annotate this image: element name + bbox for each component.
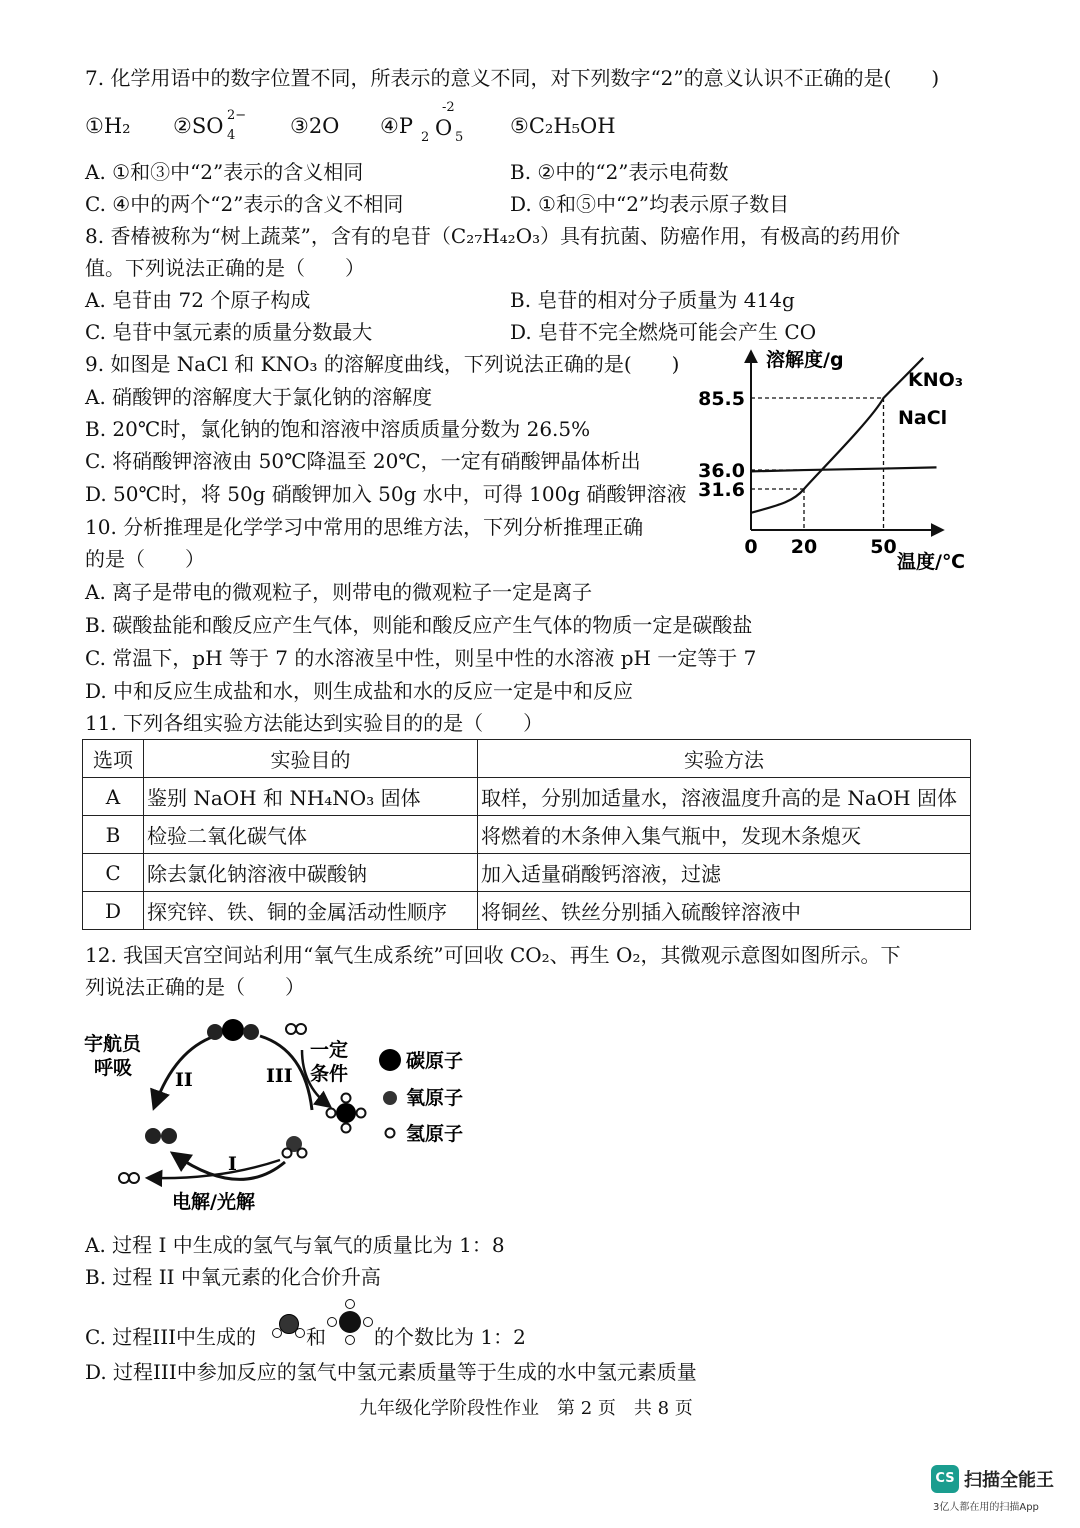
q12-stem-line1: 12. 我国天宫空间站利用“氧气生成系统”可回收 CO₂、再生 O₂，其微观示意图如图所示。下 [85, 943, 901, 967]
q9-option-b: B. 20℃时，氯化钠的饱和溶液中溶质质量分数为 26.5% [85, 417, 591, 441]
row-label: D [83, 892, 144, 930]
h2-molecule-bottom [119, 1173, 129, 1183]
q7-option-c: C. ④中的两个“2”表示的含义不相同 [85, 192, 404, 216]
scanner-logo: CS [931, 1465, 959, 1493]
label-condition-2: 条件 [310, 1063, 349, 1085]
q8-option-d: D. 皂苷不完全燃烧可能会产生 CO [510, 320, 817, 344]
scanner-tagline: 3亿人都在用的扫描App [933, 1502, 1039, 1513]
label-process-1: I [228, 1153, 237, 1175]
row-label: B [83, 816, 144, 854]
table-header-row [83, 740, 971, 778]
label-condition-1: 一定 [310, 1039, 349, 1061]
methane-icon [339, 1311, 361, 1333]
header-purpose: 实验目的 [144, 740, 478, 778]
table-row [83, 854, 971, 892]
q7-item-1: ①H₂ [85, 114, 131, 138]
row-label: A [83, 778, 144, 816]
q10-option-d: D. 中和反应生成盐和水，则生成盐和水的反应一定是中和反应 [85, 679, 634, 703]
q10-stem-line2: 的是（ ） [85, 547, 205, 571]
q9-stem: 9. 如图是 NaCl 和 KNO₃ 的溶解度曲线，下列说法正确的是( ) [85, 352, 680, 376]
scanner-app-name: 扫描全能王 [964, 1470, 1054, 1491]
q7-stem: 7. 化学用语中的数字位置不同，所表示的意义不同，对下列数字“2”的意义认识不正确的是( ) [85, 66, 940, 90]
series-line-nacl [751, 467, 937, 471]
q7-item-5: ⑤C₂H₅OH [510, 114, 616, 138]
row-method: 将燃着的木条伸入集气瓶中，发现木条熄灭 [478, 816, 971, 854]
q11-stem: 11. 下列各组实验方法能达到实验目的的是（ ） [85, 711, 544, 735]
q12-option-d: D. 过程III中参加反应的氢气中氢元素质量等于生成的水中氢元素质量 [85, 1360, 697, 1384]
q7-option-a: A. ①和③中“2”表示的含义相同 [85, 160, 364, 184]
y-tick-85.5: 85.5 [698, 388, 745, 410]
q7-p2o5-valence: -2 [442, 100, 455, 115]
label-process-2: II [175, 1069, 193, 1091]
q8-option-a: A. 皂苷由 72 个原子构成 [85, 288, 311, 312]
row-method: 加入适量硝酸钙溶液，过滤 [478, 854, 971, 892]
q7-items [85, 102, 645, 152]
x-axis-label: 温度/℃ [897, 551, 965, 573]
q12-option-c-part2: 和 [306, 1325, 326, 1349]
q7-so4-sub: 4 [227, 128, 236, 143]
o2-molecule-left [145, 1128, 161, 1144]
q9-option-c: C. 将硝酸钾溶液由 50℃降温至 20℃，一定有硝酸钾晶体析出 [85, 449, 641, 473]
q7-option-b: B. ②中的“2”表示电荷数 [510, 160, 729, 184]
legend-carbon-icon [379, 1049, 401, 1071]
q9-option-d: D. 50℃时，将 50g 硝酸钾加入 50g 水中，可得 100g 硝酸钾溶液 [85, 482, 687, 506]
page-footer: 九年级化学阶段性作业 第 2 页 共 8 页 [359, 1398, 693, 1419]
table-row [83, 892, 971, 930]
x-tick-20: 20 [790, 536, 818, 558]
row-purpose: 检验二氧化碳气体 [144, 816, 478, 854]
x-tick-50: 50 [870, 536, 897, 558]
q12-option-c-part1: C. 过程III中生成的 [85, 1325, 257, 1349]
q8-option-c: C. 皂苷中氢元素的质量分数最大 [85, 320, 373, 344]
q12-option-a: A. 过程 I 中生成的氢气与氧气的质量比为 1：8 [85, 1233, 505, 1257]
row-purpose: 鉴别 NaOH 和 NH₄NO₃ 固体 [144, 778, 478, 816]
q10-stem-line1: 10. 分析推理是化学学习中常用的思维方法，下列分析推理正确 [85, 515, 644, 539]
row-purpose: 探究锌、铁、铜的金属活动性顺序 [144, 892, 478, 930]
q7-so4-charge: 2− [227, 108, 247, 123]
q8-stem-line2: 值。下列说法正确的是（ ） [85, 256, 365, 280]
legend-hydrogen-icon [386, 1129, 395, 1138]
legend-oxygen-icon [383, 1091, 397, 1105]
label-process-3: III [266, 1065, 293, 1087]
series-label-nacl: NaCl [898, 407, 948, 429]
methane-molecule [336, 1103, 356, 1123]
series-line-kno3 [751, 358, 923, 513]
q10-option-c: C. 常温下，pH 等于 7 的水溶液呈中性，则呈中性的水溶液 pH 一定等于 7 [85, 646, 757, 670]
row-purpose: 除去氯化钠溶液中碳酸钠 [144, 854, 478, 892]
q7-p2o5-sub2: 2 [421, 130, 430, 145]
y-axis-label: 溶解度/g [766, 349, 844, 371]
row-method: 将铜丝、铁丝分别插入硫酸锌溶液中 [478, 892, 971, 930]
q7-item-2: ②SO [173, 114, 224, 138]
q9-option-a: A. 硝酸钾的溶解度大于氯化钠的溶解度 [85, 385, 433, 409]
q7-option-d: D. ①和⑤中“2”均表示原子数目 [510, 192, 790, 216]
label-electrolysis: 电解/光解 [172, 1191, 255, 1213]
table-row [83, 816, 971, 854]
y-tick-36.0: 36.0 [698, 460, 745, 483]
row-method: 取样，分别加适量水，溶液温度升高的是 NaOH 固体 [478, 778, 971, 816]
q10-option-b: B. 碳酸盐能和酸反应产生气体，则能和酸反应产生气体的物质一定是碳酸盐 [85, 613, 753, 637]
q7-item-3: ③2O [290, 114, 340, 138]
series-label-kno3: KNO₃ [908, 369, 964, 391]
h2-molecule [286, 1024, 296, 1034]
q10-option-a: A. 离子是带电的微观粒子，则带电的微观粒子一定是离子 [85, 580, 593, 604]
q12-option-c-part3: 的个数比为 1：2 [374, 1325, 526, 1349]
q12-option-b: B. 过程 II 中氧元素的化合价升高 [85, 1265, 381, 1289]
header-method: 实验方法 [478, 740, 971, 778]
solubility-chart [690, 340, 990, 580]
legend-oxygen: 氧原子 [406, 1087, 464, 1109]
oxygen-cycle-diagram [80, 1010, 500, 1220]
label-astronaut: 宇航员 [84, 1033, 142, 1055]
table-row [83, 778, 971, 816]
legend-carbon: 碳原子 [406, 1050, 464, 1072]
label-breathe: 呼吸 [94, 1057, 133, 1079]
q8-option-b: B. 皂苷的相对分子质量为 414g [510, 288, 795, 312]
q7-item-4: ④P [380, 114, 413, 138]
legend-hydrogen: 氢原子 [406, 1123, 464, 1145]
q7-p2o5-o: O [435, 116, 453, 140]
q12-stem-line2: 列说法正确的是（ ） [85, 975, 305, 999]
x-tick-0: 0 [744, 536, 758, 558]
q8-stem-line1: 8. 香椿被称为“树上蔬菜”，含有的皂苷（C₂₇H₄₂O₃）具有抗菌、防癌作用，有极高的药用价 [85, 224, 901, 248]
experiment-table [82, 739, 971, 930]
header-option: 选项 [83, 740, 144, 778]
co2-molecule [207, 1024, 223, 1040]
row-label: C [83, 854, 144, 892]
q7-p2o5-sub5: 5 [455, 130, 464, 145]
y-tick-31.6: 31.6 [698, 479, 745, 501]
